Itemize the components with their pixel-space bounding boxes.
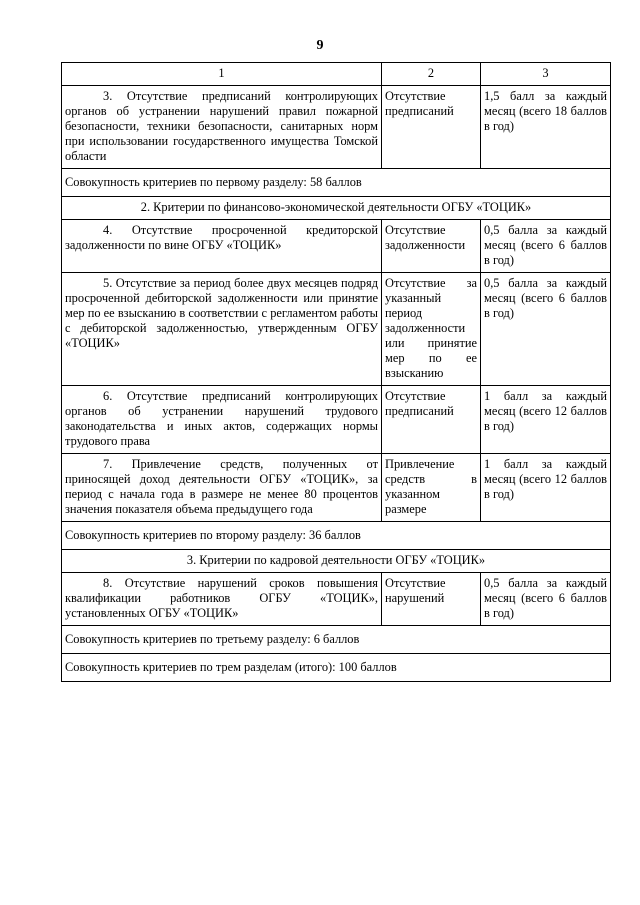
section-total-row xyxy=(62,169,611,197)
section-heading-3: 3. Критерии по кадровой деятельности ОГБУ «ТОЦИК» xyxy=(62,550,611,573)
section-total-3: Совокупность критериев по третьему разделу: 6 баллов xyxy=(62,626,611,654)
indicator-cell: Отсутствие за указанный период задолженности или принятие мер по ее взысканию xyxy=(382,273,481,386)
indicator-cell: Отсутствие предписаний xyxy=(382,86,481,169)
table-row xyxy=(62,86,611,169)
criterion-cell: 5. Отсутствие за период более двух месяцев подряд просроченной дебиторской задолженности или принятие мер по ее взысканию в соответствии с регламентом работы с дебиторской задолженностью, утвержденным ОГБУ «ТОЦИК» xyxy=(62,273,382,386)
criterion-cell: 7. Привлечение средств, полученных от приносящей доход деятельности ОГБУ «ТОЦИК», за период с начала года в размере не менее 80 процентов значения показателя объема предыдущего года xyxy=(62,454,382,522)
table-row xyxy=(62,454,611,522)
grand-total-row xyxy=(62,654,611,682)
grand-total: Совокупность критериев по трем разделам (итого): 100 баллов xyxy=(62,654,611,682)
criterion-cell: 8. Отсутствие нарушений сроков повышения квалификации работников ОГБУ «ТОЦИК», установленных ОГБУ «ТОЦИК» xyxy=(62,573,382,626)
column-header-1: 1 xyxy=(62,63,382,86)
table-header-row xyxy=(62,63,611,86)
indicator-cell: Привлечение средств в указанном размере xyxy=(382,454,481,522)
score-cell: 1,5 балл за каждый месяц (всего 18 баллов в год) xyxy=(481,86,611,169)
section-heading-row xyxy=(62,550,611,573)
criteria-table xyxy=(61,62,611,682)
column-header-3: 3 xyxy=(481,63,611,86)
indicator-cell: Отсутствие предписаний xyxy=(382,386,481,454)
section-heading-row xyxy=(62,197,611,220)
table-row xyxy=(62,220,611,273)
indicator-cell: Отсутствие нарушений xyxy=(382,573,481,626)
score-cell: 0,5 балла за каждый месяц (всего 6 баллов в год) xyxy=(481,273,611,386)
section-heading-2: 2. Критерии по финансово-экономической деятельности ОГБУ «ТОЦИК» xyxy=(62,197,611,220)
indicator-cell: Отсутствие задолженности xyxy=(382,220,481,273)
section-total-2: Совокупность критериев по второму разделу: 36 баллов xyxy=(62,522,611,550)
score-cell: 1 балл за каждый месяц (всего 12 баллов в год) xyxy=(481,454,611,522)
criterion-cell: 6. Отсутствие предписаний контролирующих органов об устранении нарушений трудового законодательства и иных актов, содержащих нормы трудового права xyxy=(62,386,382,454)
score-cell: 0,5 балла за каждый месяц (всего 6 баллов в год) xyxy=(481,573,611,626)
criterion-cell: 3. Отсутствие предписаний контролирующих органов об устранении нарушений правил пожарной безопасности, техники безопасности, санитарных норм при использовании государственного имущества Томской области xyxy=(62,86,382,169)
page-number: 9 xyxy=(316,38,324,53)
section-total-row xyxy=(62,522,611,550)
score-cell: 1 балл за каждый месяц (всего 12 баллов в год) xyxy=(481,386,611,454)
score-cell: 0,5 балла за каждый месяц (всего 6 баллов в год) xyxy=(481,220,611,273)
table-row xyxy=(62,386,611,454)
table-row xyxy=(62,273,611,386)
table-row xyxy=(62,573,611,626)
criterion-cell: 4. Отсутствие просроченной кредиторской задолженности по вине ОГБУ «ТОЦИК» xyxy=(62,220,382,273)
column-header-2: 2 xyxy=(382,63,481,86)
section-total-1: Совокупность критериев по первому разделу: 58 баллов xyxy=(62,169,611,197)
section-total-row xyxy=(62,626,611,654)
